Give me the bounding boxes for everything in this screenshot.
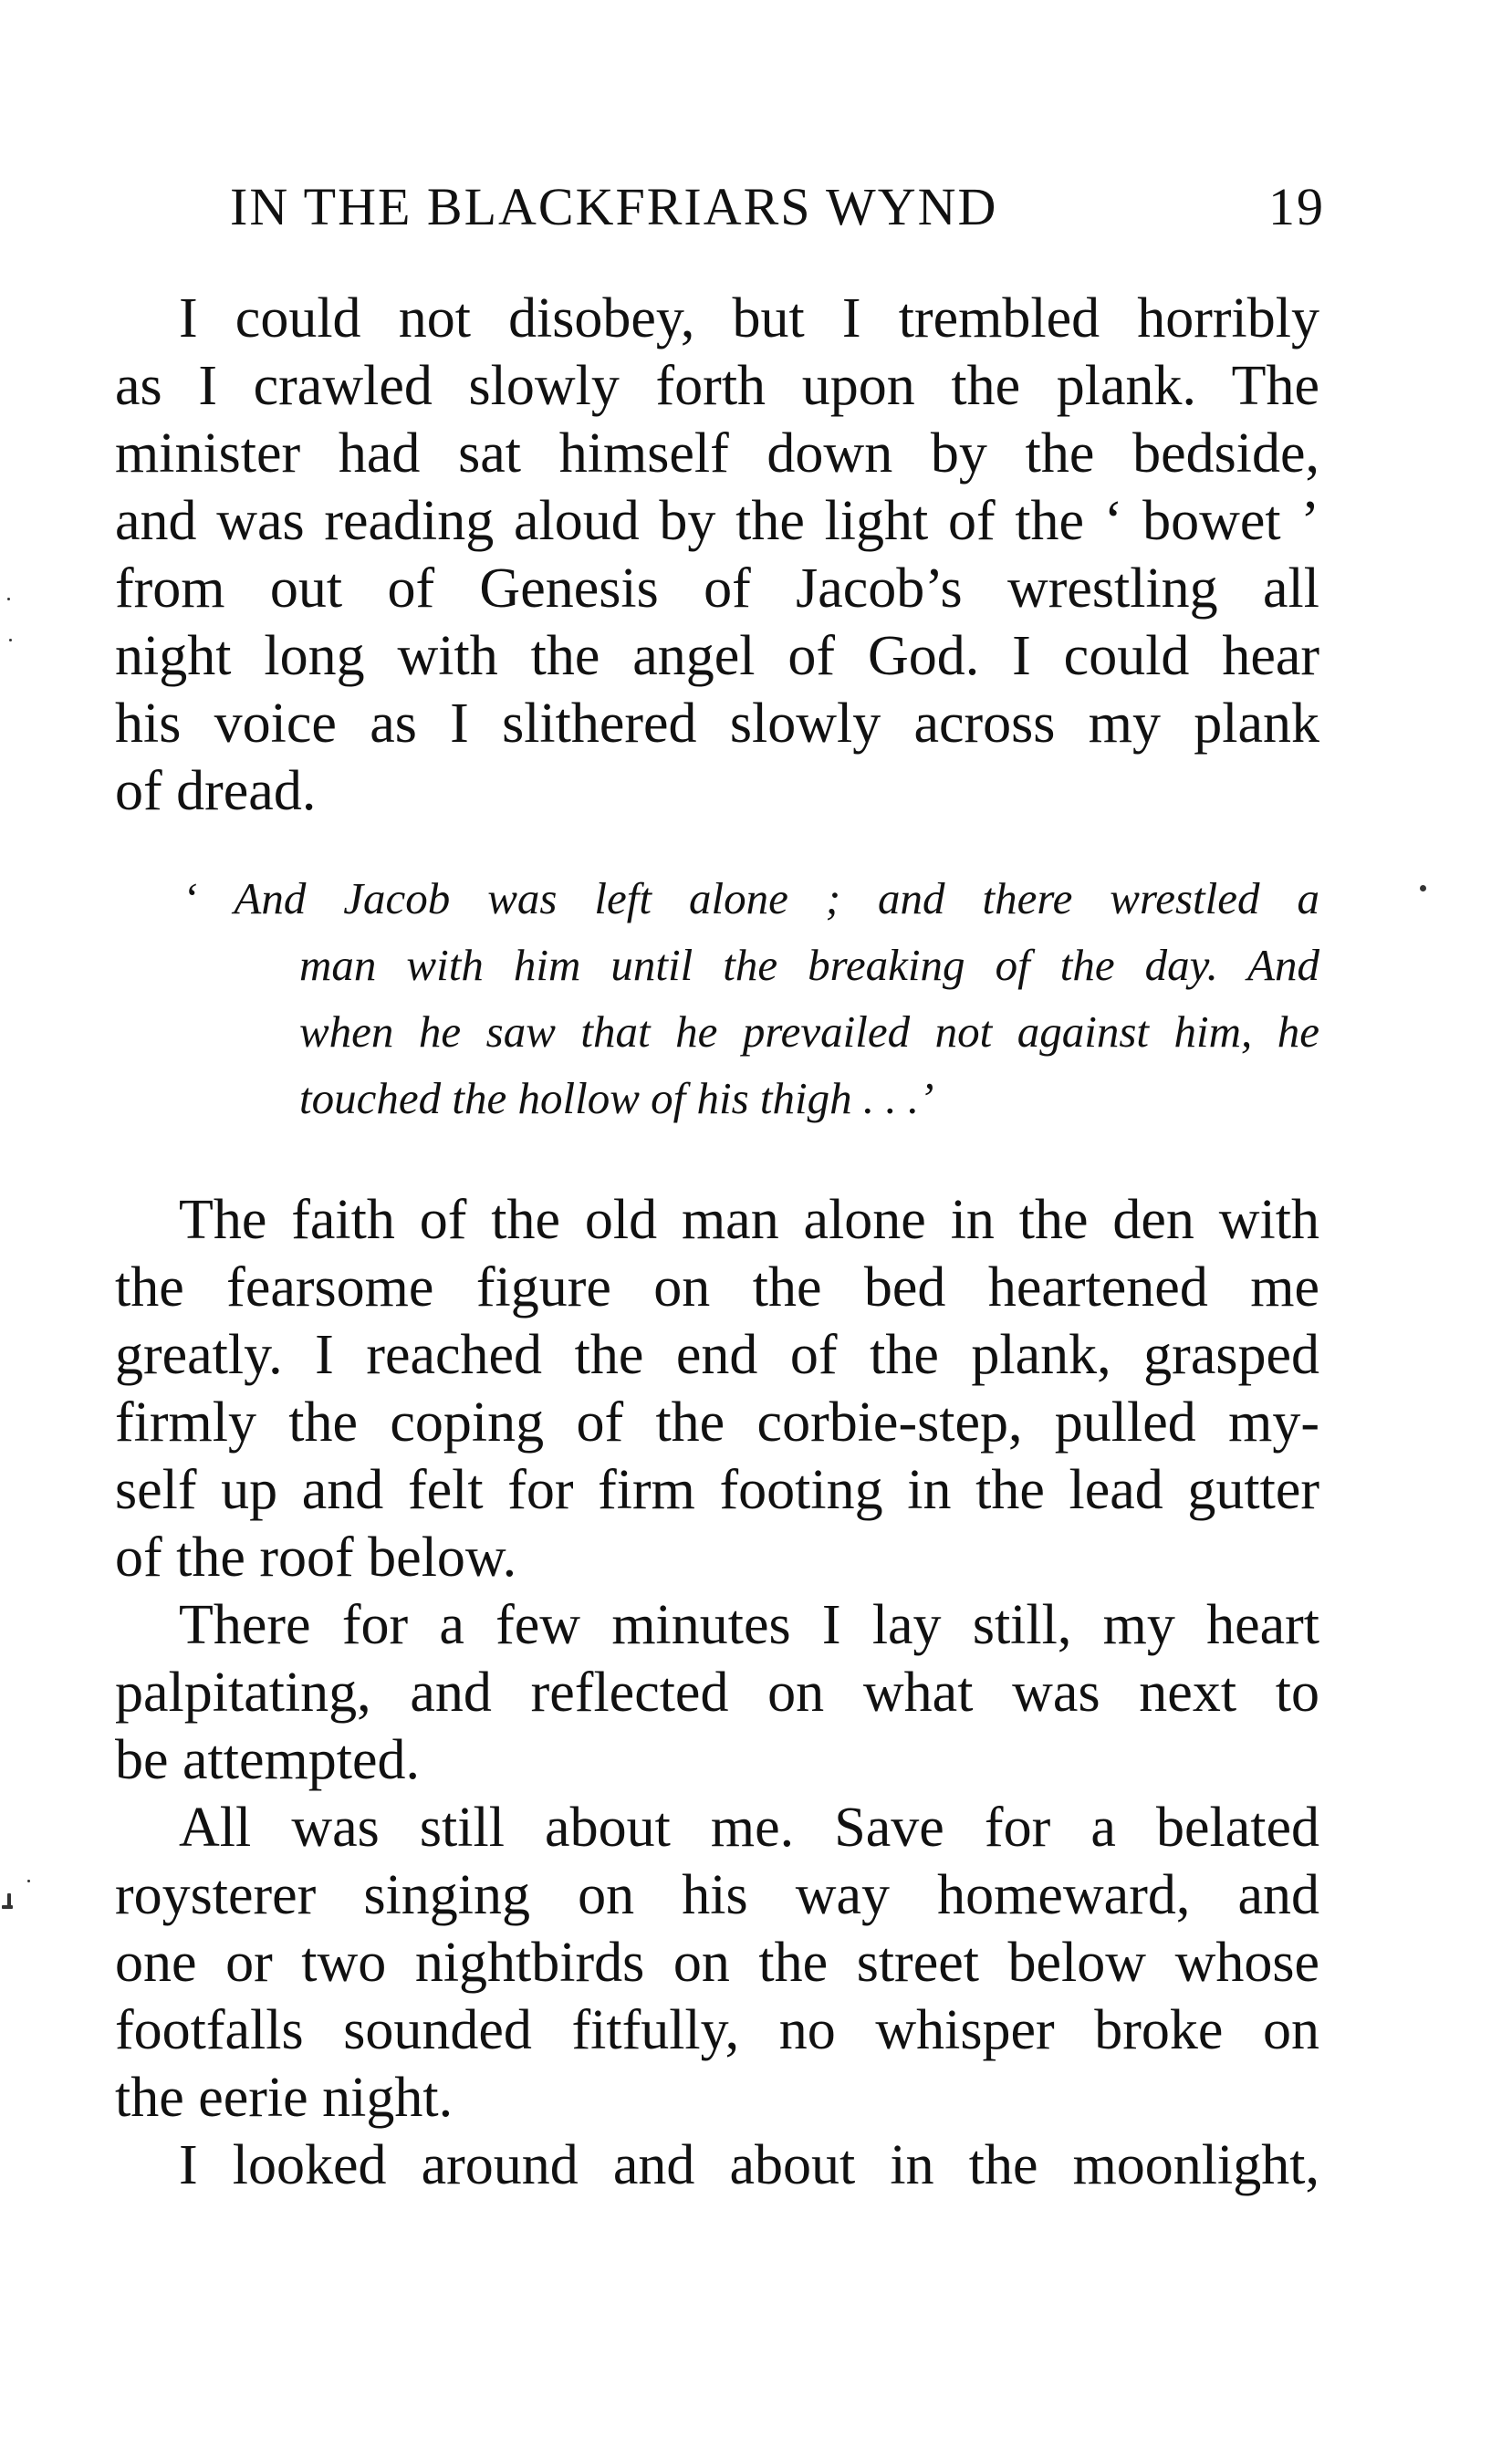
text-line: of dread. [115,760,317,822]
quote-line: when he saw that he prevailed not against him, he [299,1006,1319,1057]
running-title: IN THE BLACKFRIARS WYND [230,177,998,236]
scan-speck [27,1880,30,1882]
text-line: minister had sat himself down by the bedside, [115,422,1319,485]
text-line: I could not disobey, but I trembled horribly [179,287,1319,349]
text-line: his voice as I slithered slowly across my plank [115,693,1319,755]
text-line: self up and felt for firm footing in the lead gutter [115,1459,1319,1521]
running-header [230,175,1325,239]
text-line: footfalls sounded fitfully, no whisper broke on [115,1999,1319,2061]
text-line: All was still about me. Save for a belated [179,1797,1319,1859]
text-line: The faith of the old man alone in the den with [179,1189,1319,1251]
text-line: as I crawled slowly forth upon the plank. The [115,355,1319,417]
scan-speck [9,639,12,641]
text-line: roysterer singing on his way homeward, and [115,1864,1319,1926]
text-line: the fearsome figure on the bed heartened me [115,1256,1319,1319]
quote-line: ‘ And Jacob was left alone ; and there wrestled a [182,873,1319,923]
text-line: be attempted. [115,1729,420,1791]
page-number: 19 [1268,177,1325,236]
text-line: night long with the angel of God. I could hear [115,625,1319,687]
quote-line: touched the hollow of his thigh . . .’ [299,1073,934,1123]
text-line: I looked around and about in the moonlight, [179,2134,1319,2196]
text-line: firmly the coping of the corbie-step, pulled my- [115,1391,1319,1454]
text-line: There for a few minutes I lay still, my heart [179,1594,1319,1656]
quote-line: man with him until the breaking of the day. And [299,940,1319,990]
scan-speck [7,1893,11,1906]
text-line: greatly. I reached the end of the plank, grasped [115,1324,1319,1386]
text-line: palpitating, and reflected on what was next to [115,1662,1319,1724]
text-line: the eerie night. [115,2067,454,2129]
scan-speck [1420,885,1426,891]
text-line: from out of Genesis of Jacob’s wrestling all [115,558,1319,620]
scan-speck [2,1905,13,1909]
text-line: and was reading aloud by the light of the ‘ bowet ’ [115,490,1319,552]
scan-speck [7,598,10,600]
text-line: one or two nightbirds on the street below whose [115,1932,1319,1994]
text-line: of the roof below. [115,1527,517,1589]
